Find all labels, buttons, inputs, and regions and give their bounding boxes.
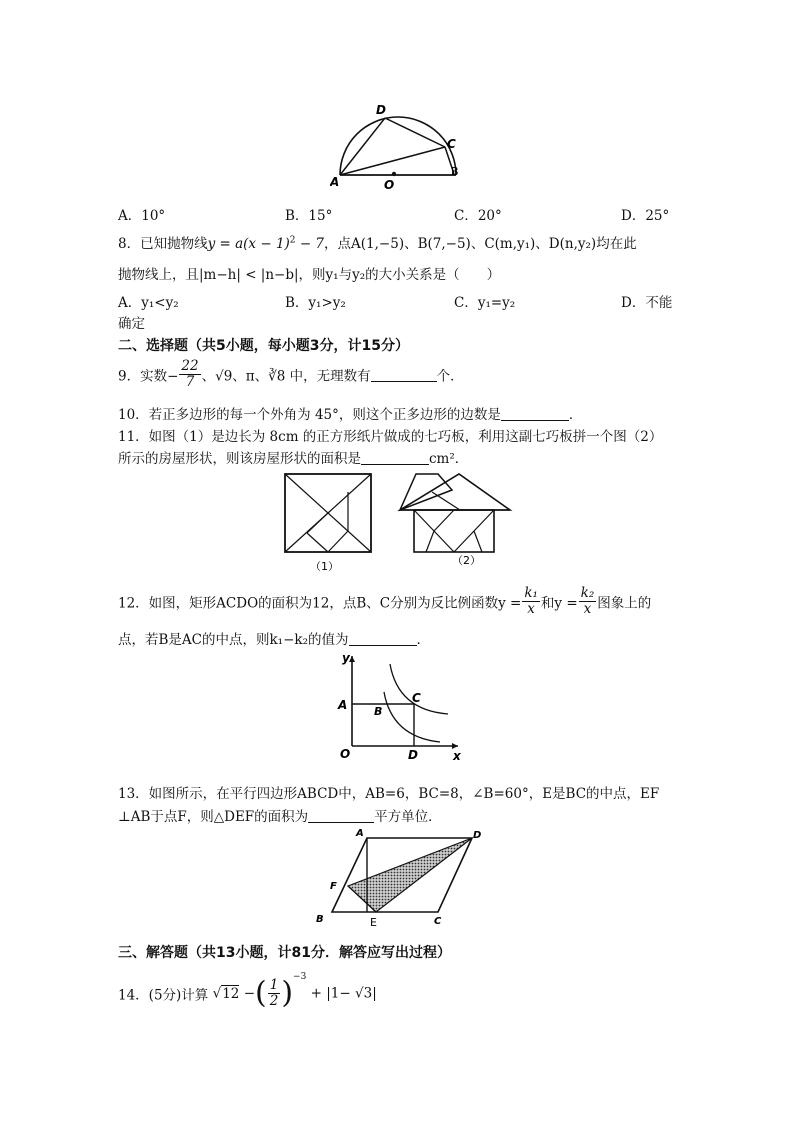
label-d: D [376, 103, 386, 117]
q10-line: 10．若正多边形的每一个外角为 45°，则这个正多边形的边数是 ． [118, 407, 583, 423]
q9-answer-blank[interactable] [371, 367, 437, 382]
label-f: F [330, 881, 337, 892]
section3-heading: 三、解答题（共13小题，计81分．解答应写出过程） [118, 945, 451, 961]
q13-line1: 13．如图所示，在平行四边形ABCD中，AB=6，BC=8，∠B=60°，E是BC的中点，EF [118, 786, 660, 802]
parallelogram-figure [312, 826, 484, 932]
q9-line: 9．实数− $\frac{22}{7}$ 、√9、π、∛8 中，无理数有 个． [118, 358, 464, 390]
q11-line2: 所示的房屋形状，则该房屋形状的面积是 cm²． [118, 451, 469, 467]
section2-heading: 二、选择题（共5小题，每小题3分，计15分） [118, 338, 409, 354]
fig1-caption: （1） [310, 560, 339, 573]
label-b: B [374, 705, 383, 718]
label-c: C [434, 916, 442, 927]
label-y: y [342, 652, 350, 665]
label-a: A [330, 175, 340, 189]
semicircle-figure [330, 100, 465, 190]
label-c: C [447, 137, 456, 151]
q7-option-c: C．20° [454, 208, 502, 224]
label-o: O [384, 178, 395, 190]
tangram-figure-1 [282, 472, 377, 574]
q11-answer-blank[interactable] [361, 450, 429, 465]
q8-line2: 抛物线上，且|m−h| < |n−b|，则y₁与y₂的大小关系是（ ） [118, 267, 501, 283]
label-d: D [473, 830, 482, 841]
q13-answer-blank[interactable] [308, 808, 374, 823]
q12-answer-blank[interactable] [349, 631, 417, 646]
q8-option-a: A．y₁<y₂ [118, 295, 179, 311]
q14-line: 14．(5分)计算 √12 −( $\frac{1}{2}$ )$^{-3}$ + |1− √3| [118, 972, 377, 1011]
label-a: A [338, 698, 348, 712]
q7-option-d: D．25° [621, 208, 670, 224]
q8-option-c: C．y₁=y₂ [454, 295, 516, 311]
q8-option-b: B．y₁>y₂ [285, 295, 346, 311]
inverse-function-figure [330, 652, 465, 762]
label-d: D [408, 748, 418, 762]
label-b: B [451, 165, 459, 178]
fig2-caption: （2） [452, 554, 481, 567]
tangram-figure-2-house [396, 472, 516, 574]
q10-answer-blank[interactable] [501, 406, 569, 421]
label-o: O [340, 747, 351, 761]
q8-option-d: D．不能 [621, 295, 673, 311]
q8-line1: 8．已知抛物线$y = a(x - 1)^2 - 7$，点A(1,−5)、B(7,−5)、C(m,y₁)、D(n,y₂)均在此 [118, 235, 637, 252]
q7-option-b: B．15° [285, 208, 333, 224]
q12-line2: 点，若B是AC的中点，则k₁−k₂的值为 ． [118, 632, 430, 648]
label-e: E [370, 916, 377, 929]
label-b: B [316, 914, 324, 925]
q8-option-d-wrap: 确定 [118, 316, 145, 332]
q13-line2: ⊥AB于点F，则△DEF的面积为 平方单位． [118, 809, 442, 825]
q11-line1: 11．如图（1）是边长为 8cm 的正方形纸片做成的七巧板，利用这副七巧板拼一个图（2） [118, 429, 663, 445]
q7-option-a: A．10° [118, 208, 166, 224]
label-a: A [356, 828, 364, 839]
q12-line1: 12．如图，矩形ACDO的面积为12，点B、C分别为反比例函数y = $\frac{\text{k₁}}{x}$ 和y = $\frac{\text{k₂}}{x}$ 图象上的 [118, 585, 652, 617]
label-c: C [412, 691, 421, 705]
label-x: x [453, 749, 461, 762]
